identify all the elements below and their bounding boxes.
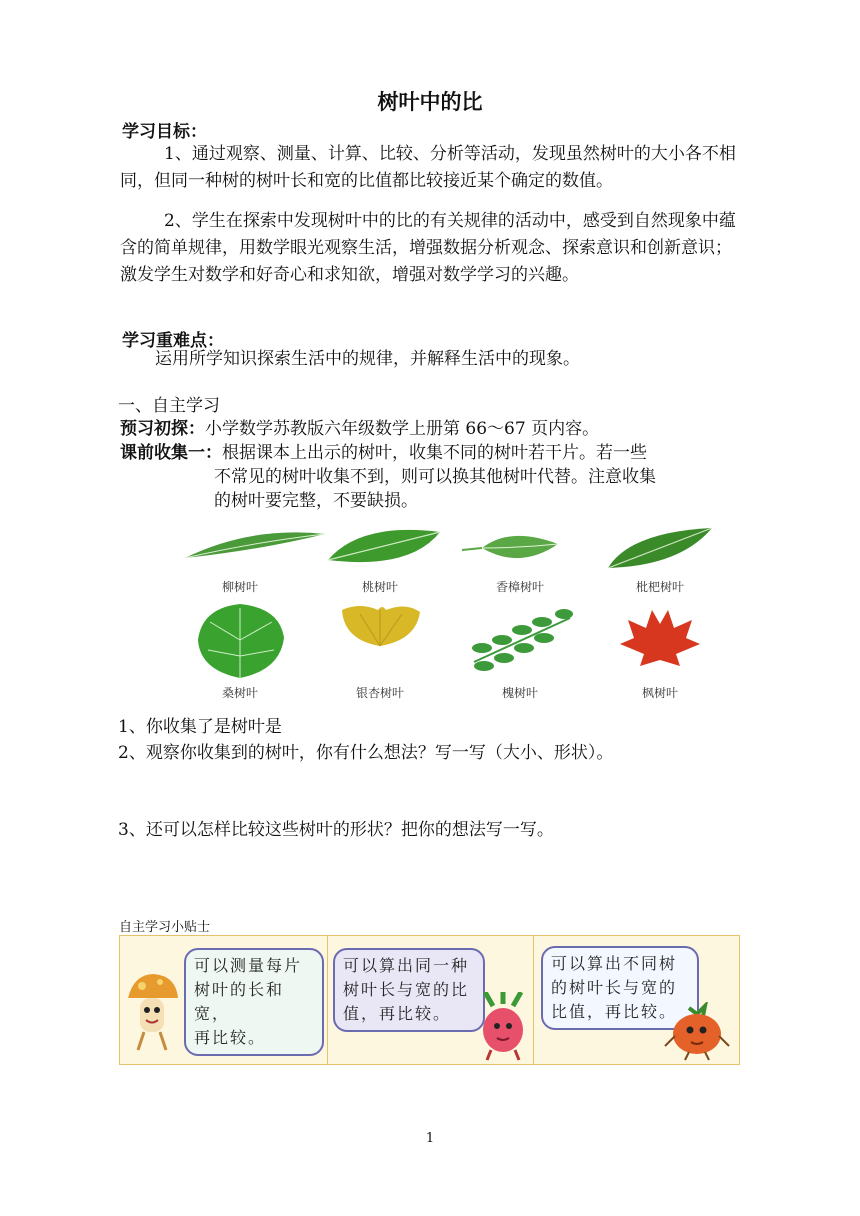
- collect-text-1: 根据课本上出示的树叶，收集不同的树叶若干片。若一些: [222, 443, 647, 463]
- question-3: 3、还可以怎样比较这些树叶的形状？把你的想法写一写。: [118, 820, 554, 840]
- collect-text-2: 不常见的树叶收集不到，则可以换其他树叶代替。注意收集: [214, 467, 656, 487]
- page-number: 1: [425, 1131, 435, 1146]
- maple-leaf-icon: [600, 600, 720, 680]
- tip-text-line: 比值，再比较。: [551, 1002, 678, 1021]
- preview-label: 预习初探：: [120, 419, 205, 439]
- goal-2-text: 2、学生在探索中发现树叶中的比的有关规律的活动中，感受到自然现象中蕴含的简单规律，用数学眼光观察生活，增强数据分析观念、探索意识和创新意识；激发学生对数学和好奇心和求知欲，增强对数学学习的兴趣。: [120, 211, 736, 285]
- willow-leaf-icon: [180, 522, 330, 572]
- tip-bubble: [333, 948, 485, 1032]
- tip-text-line: 可以算出同一种: [343, 956, 470, 975]
- leaf-label: 柳树叶: [221, 580, 258, 594]
- question-2: 2、观察你收集到的树叶，你有什么想法？写一写（大小、形状）。: [118, 743, 614, 763]
- leaf-item: [450, 598, 590, 702]
- peach-leaf-icon: [320, 522, 450, 577]
- leaf-item: [310, 598, 450, 702]
- tip-text-line: 再比较。: [194, 1028, 267, 1047]
- tip-text-line: 可以测量每片: [194, 956, 303, 975]
- key-points-text: 运用所学知识探索生活中的规律，并解释生活中的现象。: [155, 349, 580, 369]
- leaf-label: 桃树叶: [361, 580, 398, 594]
- tips-panel: [119, 935, 740, 1065]
- mushroom-character-icon: [124, 972, 180, 1054]
- tip-text-line: 可以算出不同树: [551, 954, 678, 973]
- loquat-leaf-icon: [600, 522, 720, 577]
- tip-card: [533, 936, 739, 1064]
- question-1: 1、你收集了是树叶是: [118, 717, 282, 737]
- locust-leaf-icon: [460, 600, 580, 680]
- leaf-label: 银杏树叶: [355, 686, 404, 700]
- leaf-label: 槐树叶: [501, 686, 538, 700]
- key-points-heading: 学习重难点：: [122, 331, 224, 351]
- section-heading: 一、自主学习: [118, 396, 220, 416]
- tip-text-line: 值，再比较。: [343, 1004, 452, 1023]
- preview-line: [120, 416, 599, 443]
- tips-title: 自主学习小贴士: [119, 920, 211, 935]
- leaf-label: 枫树叶: [641, 686, 678, 700]
- tip-text-line: 树叶的长和宽，: [194, 980, 285, 1023]
- mulberry-leaf-icon: [180, 600, 300, 680]
- camphor-leaf-icon: [460, 522, 580, 577]
- tip-bubble: [184, 948, 324, 1056]
- goals-heading: 学习目标：: [122, 122, 207, 142]
- collect-line-1: [120, 440, 647, 467]
- radish-character-icon: [475, 992, 531, 1062]
- goal-1-text: 1、通过观察、测量、计算、比较、分析等活动，发现虽然树叶的大小各不相同，但同一种树的树叶长和宽的比值都比较接近某个确定的数值。: [120, 144, 736, 191]
- tomato-character-icon: [663, 1002, 733, 1062]
- leaf-item: [590, 598, 730, 702]
- tip-text-line: 的树叶长与宽的: [551, 978, 678, 997]
- ginkgo-leaf-icon: [320, 600, 440, 680]
- preview-text: 小学数学苏教版六年级数学上册第 66～67 页内容。: [205, 419, 600, 439]
- tip-card: [327, 936, 534, 1064]
- collect-text-3: 的树叶要完整，不要缺损。: [214, 491, 418, 511]
- leaf-label: 香樟树叶: [495, 580, 544, 594]
- leaf-item: [170, 598, 310, 702]
- leaves-illustration: [170, 520, 730, 702]
- page-title: 树叶中的比: [377, 89, 483, 114]
- tip-card: [120, 936, 328, 1064]
- collect-label: 课前收集一：: [120, 443, 222, 463]
- leaf-label: 桑树叶: [221, 686, 258, 700]
- leaf-label: 枇杷树叶: [635, 580, 684, 594]
- tip-text-line: 树叶长与宽的比: [343, 980, 470, 999]
